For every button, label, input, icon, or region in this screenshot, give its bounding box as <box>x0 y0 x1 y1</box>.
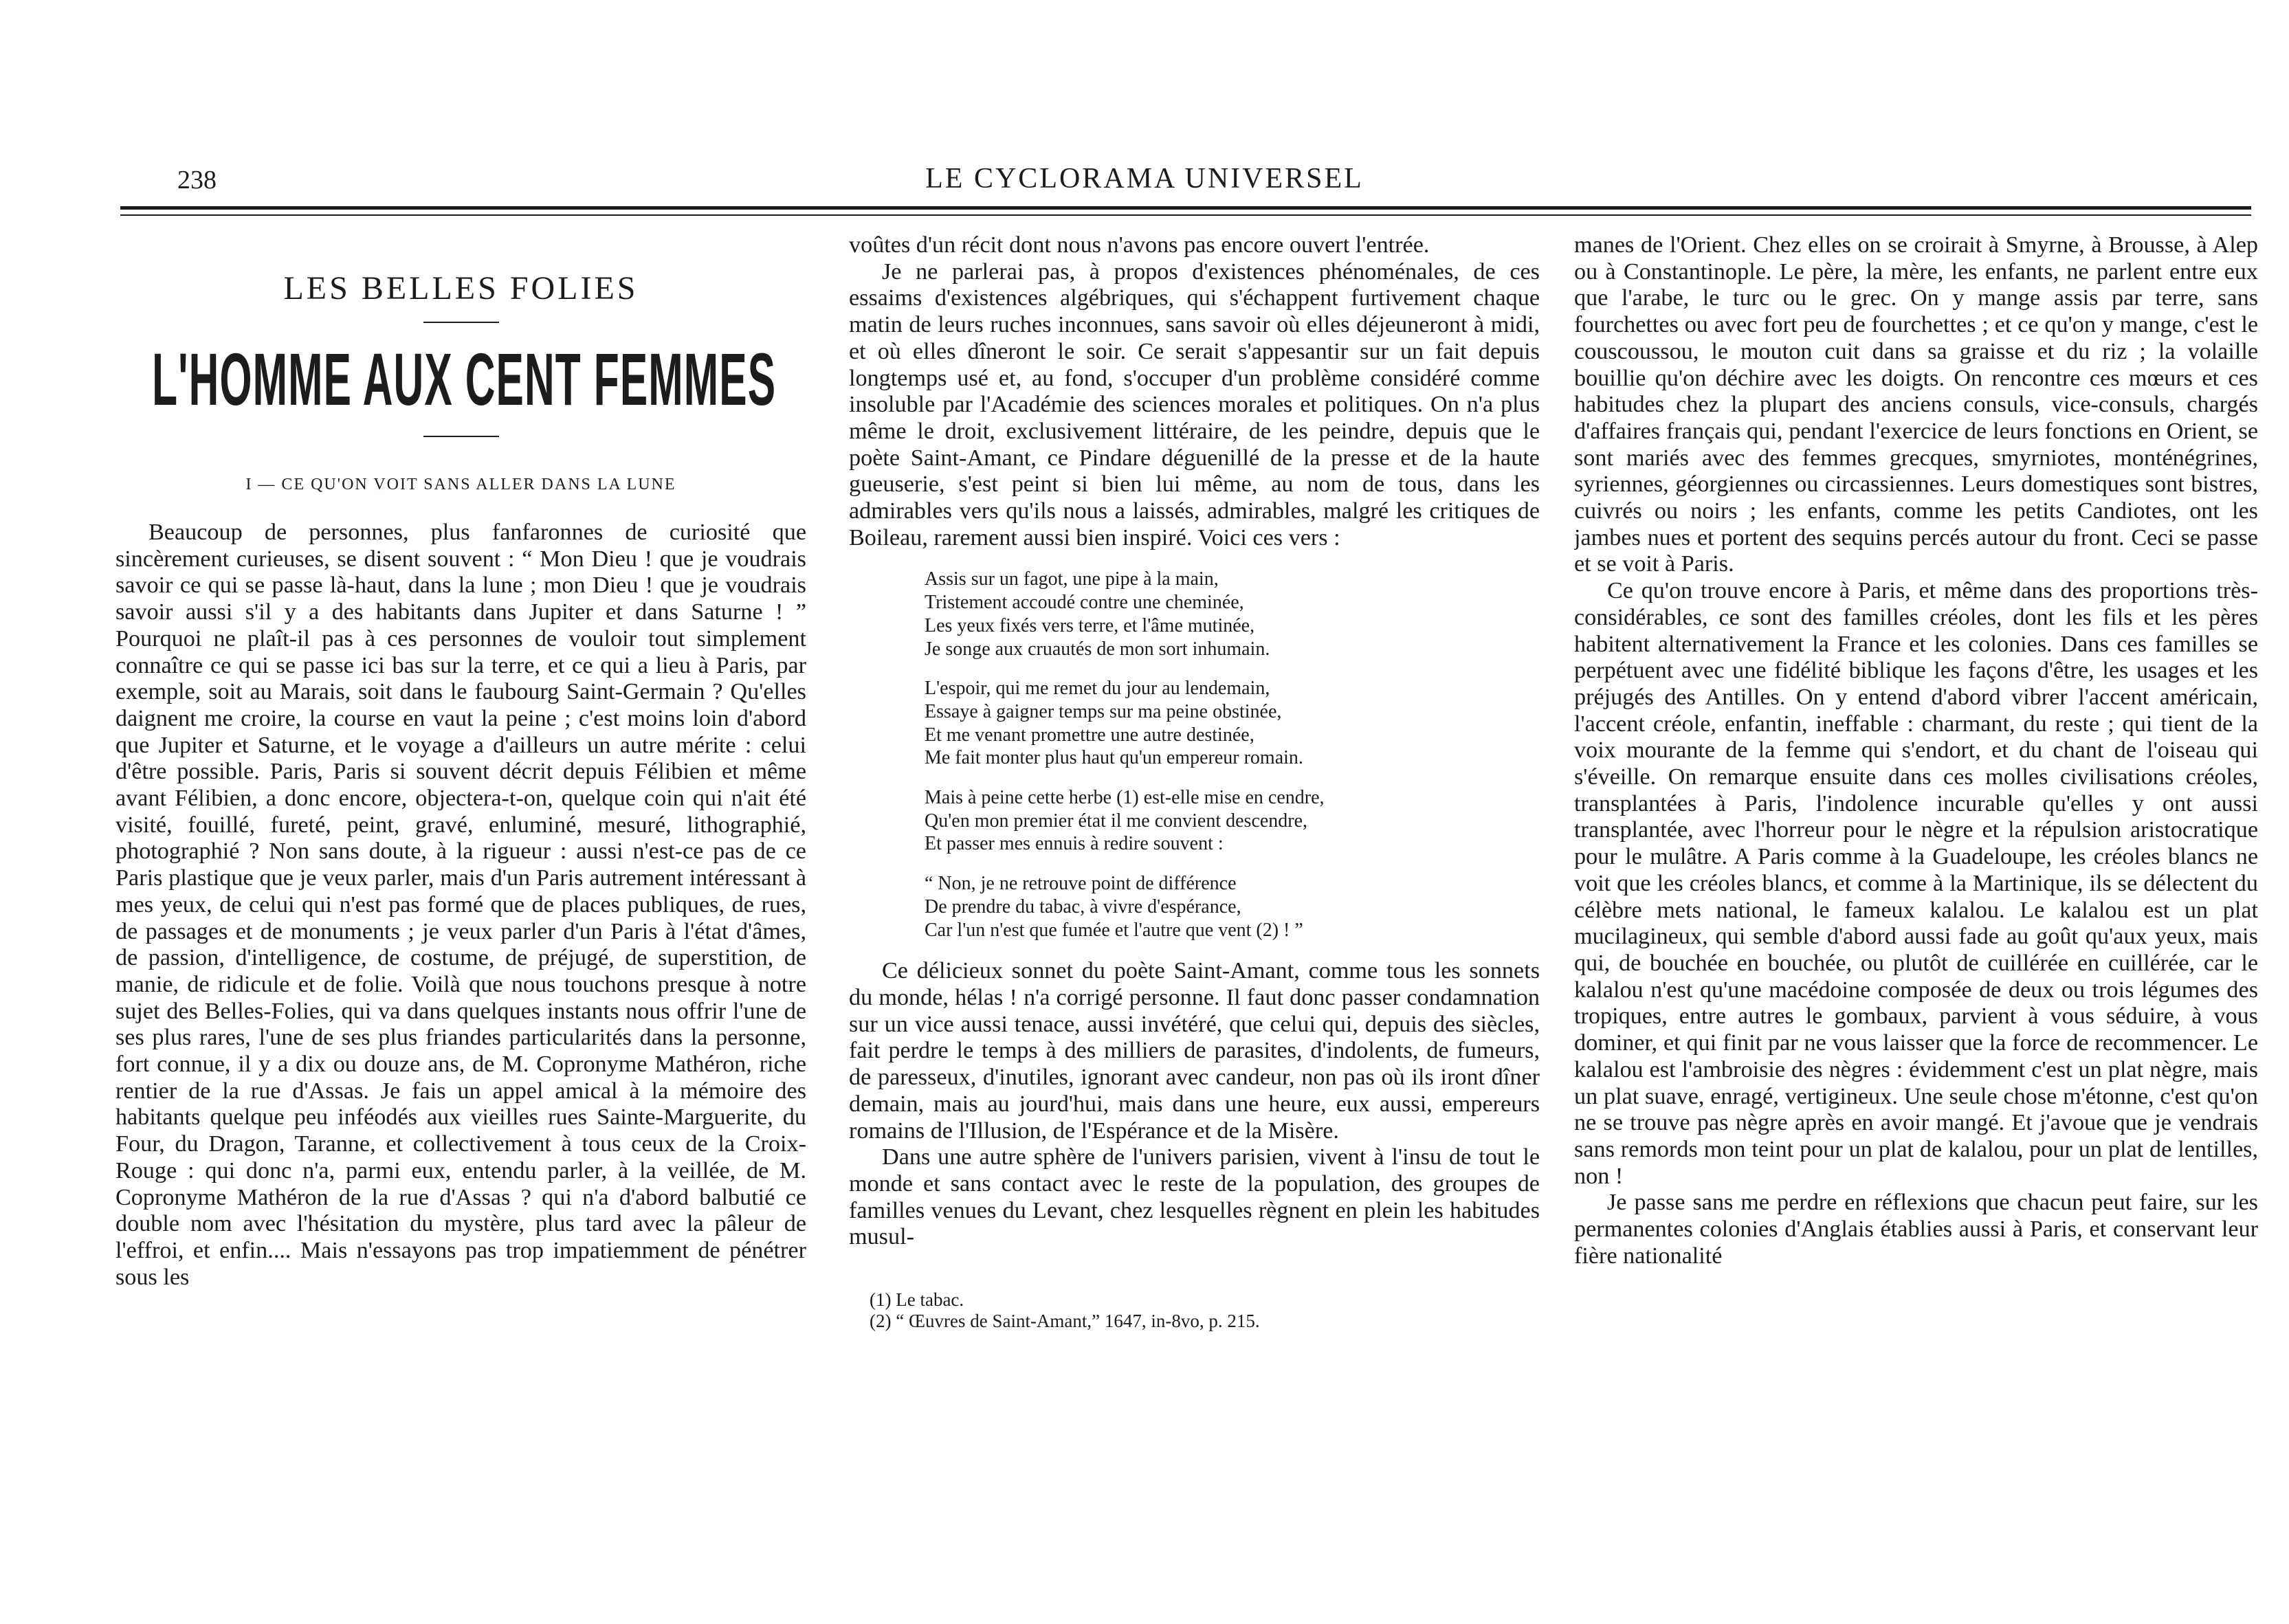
header-rule-thin <box>120 214 2251 216</box>
paragraph: Beaucoup de personnes, plus fanfaronnes de curiosité que sincèrement curieuses, se disent souvent : “ Mon Dieu ! que je voudrais savoir ce qui se passe là-haut, dans la lune ; mon Dieu ! que je voudrais savoir aussi s'il y a des habitants dans Jupiter et dans Saturne ! ” Pourquoi ne plaît-il pas à ces personnes de vouloir tout simplement connaître ce qui se passe ici bas sur la terre, et ce qui a lieu à Paris, par exemple, soit au Marais, soit dans le faubourg Saint-Germain ? Qu'elles daignent me croire, la course en vaut la peine ; c'est moins loin d'abord que Jupiter et Saturne, et le voyage a d'ailleurs un autre mérite : celui d'être possible. Paris, Paris si souvent décrit depuis Félibien et même avant Félibien, a donc encore, objectera-t-on, quelque coin qui n'ait été visité, fouillé, fureté, peint, gravé, enluminé, mesuré, lithographié, photographié ? Non sans doute, à la rigueur : aussi n'est-ce pas de ce Paris plastique que je veux parler, mais d'un Paris autrement intéressant à mes yeux, de celui qui n'est pas formé que de places publiques, de rues, de passages et de monuments ; je veux parler d'un Paris à l'état d'âmes, de passion, d'intelligence, de costume, de préjugé, de superstition, de manie, de ridicule et de folie. Voilà que nous touchons presque à notre sujet des Belles-Folies, qui va dans quelques instants nous offrir l'une de ses plus rares, l'une de ses plus friandes particularités dans la personne, fort connue, il y a dix ou douze ans, de M. Copronyme Mathéron, riche rentier de la rue d'Assas. Je fais un appel amical à la mémoire des habitants quelque peu inféodés aux vieilles rues Sainte-Marguerite, du Four, du Dragon, Taranne, et collectivement à tous ceux de la Croix-Rouge : qui donc n'a, parmi eux, entendu parler, à la veillée, de M. Copronyme Mathéron de la rue d'Assas ? qui n'a d'abord balbutié ce double nom avec l'hésitation du mystère, plus tard avec la pâleur de l'effroi, et enfin.... Mais n'essayons pas trop impatiemment de pénétrer sous les <box>115 520 806 1290</box>
header-rule <box>120 206 2251 210</box>
verse-line: Qu'en mon premier état il me convient descendre, <box>925 810 1308 832</box>
page-number: 238 <box>177 166 217 194</box>
column-2 <box>849 232 1540 1538</box>
verse-line: De prendre du tabac, à vivre d'espérance, <box>925 896 1241 917</box>
stanza <box>925 786 1540 856</box>
stanza <box>925 568 1540 660</box>
divider <box>423 322 499 323</box>
footnote: (2) “ Œuvres de Saint-Amant,” 1647, in-8vo, p. 215. <box>870 1311 1260 1332</box>
column-3 <box>1574 232 2258 1538</box>
running-title: LE CYCLORAMA UNIVERSEL <box>925 163 1364 194</box>
stanza <box>925 677 1540 770</box>
paragraph: voûtes d'un récit dont nous n'avons pas encore ouvert l'entrée. <box>849 232 1430 258</box>
verse-line: “ Non, je ne retrouve point de différence <box>925 873 1237 895</box>
headline: L'HOMME AUX CENT FEMMES <box>152 337 777 421</box>
stanza <box>925 872 1540 942</box>
verse-line: Je songe aux cruautés de mon sort inhumain. <box>925 638 1270 660</box>
paragraph: manes de l'Orient. Chez elles on se croirait à Smyrne, à Brousse, à Alep ou à Constantinople. Le père, la mère, les enfants, ne parlent entre eux que l'arabe, le turc ou le grec. On y mange assis par terre, sans fourchettes ou avec fort peu de fourchettes ; et ce qu'on y mange, c'est le couscoussou, le mouton cuit dans sa graisse et du riz ; la volaille bouillie qu'on déchire avec les doigts. On rencontre ces mœurs et ces habitudes chez la plupart des anciens consuls, vice-consuls, chargés d'affaires français qui, pendant l'exercice de leurs fonctions en Orient, se sont mariés avec des femmes grecques, smyrniotes, monténégrines, syriennes, géorgiennes ou circassiennes. Leurs domestiques sont bistres, cuivrés ou noirs ; les enfants, comme les petits Candiotes, ont les jambes nues et portent des sequins percés autour du front. Ceci se passe et se voit à Paris. <box>1574 232 2258 577</box>
verse-line: Mais à peine cette herbe (1) est-elle mise en cendre, <box>925 787 1325 809</box>
paragraph: Je ne parlerai pas, à propos d'existences phénoménales, de ces essaims d'existences algébriques, qui s'échappent furtivement chaque matin de leurs ruches inconnues, sans savoir où elles déjeuneront à midi, et où elles dîneront le soir. Ce serait s'appesantir sur un fait depuis longtemps usé et, au fond, s'occuper d'un problème considéré comme insoluble par l'Académie des sciences morales et politiques. On n'a plus même le droit, exclusivement littéraire, de les peindre, depuis que le poète Saint-Amant, ce Pindare déguenillé de la presse et de la haute gueuserie, s'est peint si bien lui même, au nom de tous, dans les admirables vers qu'ils nous a laissés, admirables, malgré les critiques de Boileau, rarement aussi bien inspiré. Voici ces vers : <box>849 258 1540 550</box>
paragraph: Ce délicieux sonnet du poète Saint-Amant, comme tous les sonnets du monde, hélas ! n'a corrigé personne. Il faut donc passer condamnation sur un vice aussi tenace, aussi invétéré, que celui qui, depuis des siècles, fait perdre le temps à des milliers de parasites, d'indolents, de fumeurs, de paresseux, d'inutiles, ignorant avec candeur, non pas où ils iront dîner demain, mais au jourd'hui, mais dans une heure, eux aussi, empereurs romains de l'Illusion, de l'Espérance et de la Misère. <box>849 958 1540 1144</box>
verse-line: Tristement accoudé contre une cheminée, <box>925 592 1244 614</box>
verse-line: Essaye à gaigner temps sur ma peine obstinée, <box>925 700 1282 722</box>
verse-line: Assis sur un fagot, une pipe à la main, <box>925 568 1219 590</box>
divider <box>423 436 499 437</box>
verse-line: Car l'un n'est que fumée et l'autre que vent (2) ! ” <box>925 919 1303 941</box>
verse-line: Me fait monter plus haut qu'un empereur romain. <box>925 747 1303 769</box>
section-title: I — CE QU'ON VOIT SANS ALLER DANS LA LUNE <box>245 476 676 493</box>
sonnet <box>925 568 1540 942</box>
verse-line: Et passer mes ennuis à redire souvent : <box>925 833 1224 855</box>
rubric-title: LES BELLES FOLIES <box>283 270 639 307</box>
paragraph: Je passe sans me perdre en réflexions que chacun peut faire, sur les permanentes colonies d'Anglais établies aussi à Paris, et conservant leur fière nationalité <box>1574 1190 2258 1269</box>
paragraph: Dans une autre sphère de l'univers parisien, vivent à l'insu de tout le monde et sans contact avec le reste de la population, des groupes de familles venues du Levant, chez lesquelles règnent en plein les habitudes musul- <box>849 1144 1540 1250</box>
paragraph: Ce qu'on trouve encore à Paris, et même dans des proportions très-considérables, ce sont des familles créoles, dont les fils et les pères habitent alternativement la France et les colonies. Dans ces familles se perpétuent avec une fidélité biblique les façons d'être, les usages et les préjugés des Antilles. On y entend d'abord vibrer l'accent américain, l'accent créole, enfantin, ineffable : charmant, du reste ; qui tient de la voix mourante de la femme qui s'endort, et du chant de l'oiseau qui s'éveille. On remarque ensuite dans ces molles civilisations créoles, transplantées à Paris, l'indolence incurable qu'elles y ont aussi transplantée, avec l'horreur pour le nègre et la répulsion aristocratique pour le mulâtre. A Paris comme à la Guadeloupe, les créoles blancs ne voit que les créoles blancs, et comme à la Martinique, ils se délectent du célèbre mets national, le fameux kalalou. Le kalalou est un plat mucilagineux, qui semble d'abord aussi fade au goût qu'aux yeux, mais qui, de bouchée en bouchée, ou plutôt de cuillérée en cuillérée, car le kalalou n'est qu'une macédoine composée de deux ou trois légumes des tropiques, entre autres le gombaux, parvient à vous séduire, à vous dominer, et qui finit par ne vous laisser que la force de recommencer. Le kalalou est l'ambroisie des nègres : évidemment c'est un plat nègre, mais un plat suave, enragé, vertigineux. Une seule chose m'étonne, c'est qu'on ne se trouve pas nègre après en avoir mangé. Et j'avoue que je vendrais sans remords mon teint pour un plat de kalalou, pour un plat de lentilles, non ! <box>1574 578 2258 1189</box>
column-1 <box>115 232 806 1538</box>
verse-line: Et me venant promettre une autre destinée, <box>925 724 1254 746</box>
verse-line: Les yeux fixés vers terre, et l'âme mutinée, <box>925 614 1255 636</box>
footnote: (1) Le tabac. <box>870 1289 964 1311</box>
footnotes <box>870 1289 1540 1332</box>
verse-line: L'espoir, qui me remet du jour au lendemain, <box>925 678 1270 700</box>
